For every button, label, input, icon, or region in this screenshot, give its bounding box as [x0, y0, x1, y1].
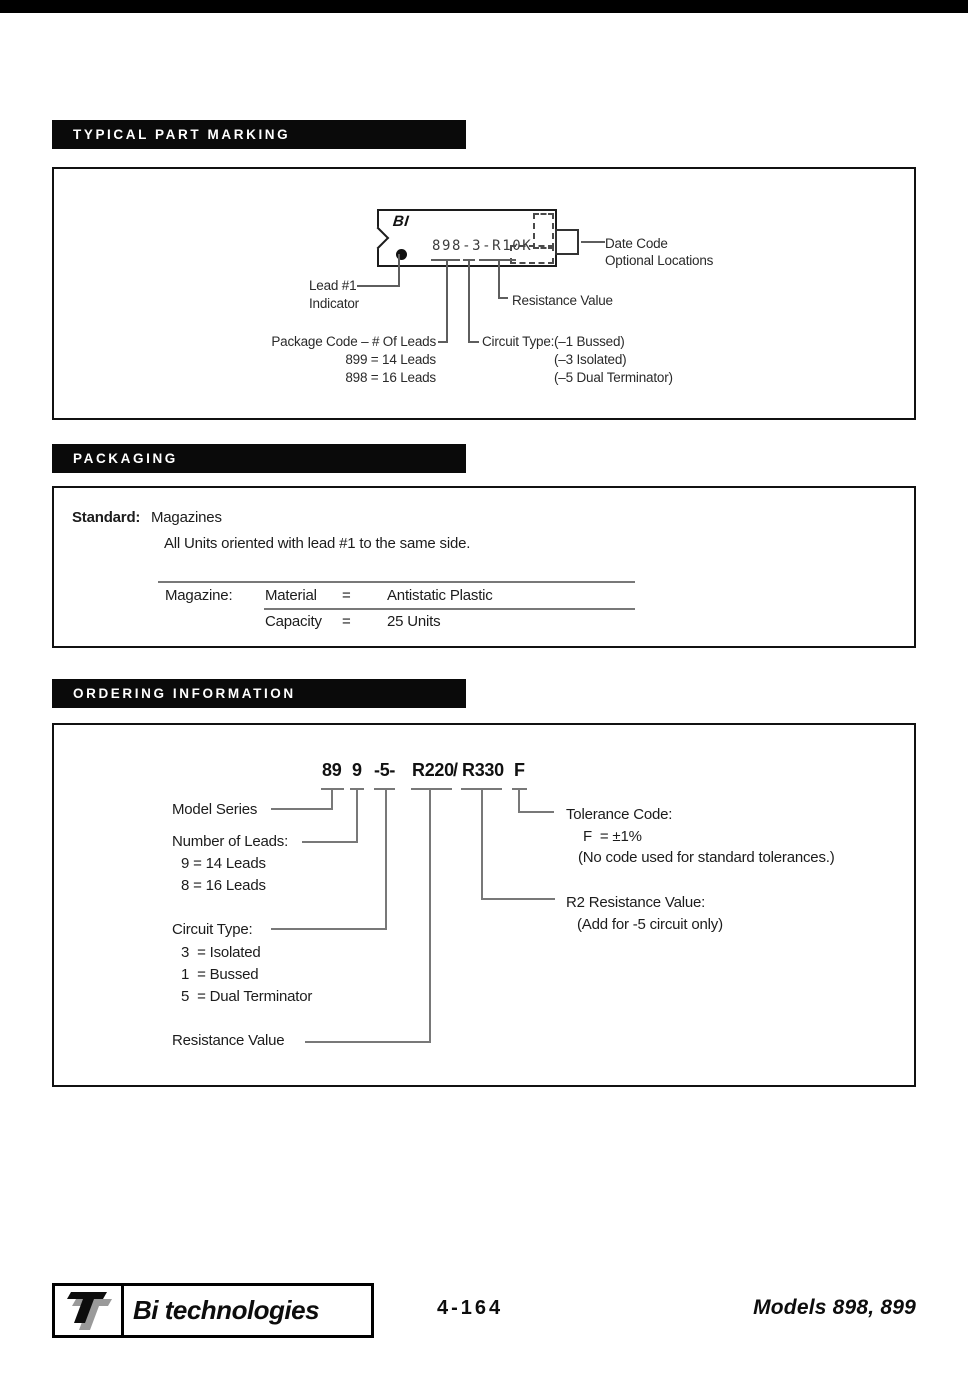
row1-eq: =	[342, 587, 351, 604]
circuit-opt-dual: 5 = Dual Terminator	[181, 988, 313, 1005]
pn-tolerance: F	[514, 760, 525, 780]
section-header-part-marking	[52, 120, 466, 149]
bi-logo-mark	[59, 1288, 119, 1334]
bi-logo-chip: BI	[392, 213, 410, 230]
standard-label: Standard:	[72, 509, 141, 526]
resistance-label: Resistance Value	[512, 293, 613, 308]
conn-r2-v	[481, 788, 483, 900]
conn-r1-h	[305, 1041, 431, 1043]
conn-tol-v	[518, 788, 520, 813]
row2-value: 25 Units	[387, 613, 441, 630]
packaging-box	[52, 486, 916, 648]
circuit-value-dual: (–5 Dual Terminator)	[554, 370, 673, 385]
conn-r2-h	[481, 898, 555, 900]
conn-leads-v	[356, 788, 358, 843]
chip-marking-text: 898-3-R10K	[432, 238, 533, 254]
underline-3	[463, 259, 475, 261]
num-leads-opt1: 9 = 14 Leads	[181, 855, 266, 872]
conn-model-h	[271, 808, 333, 810]
pn-circuit: -5-	[374, 760, 396, 780]
connector-lead1-h	[357, 285, 400, 287]
table-rule-mid	[264, 608, 635, 610]
num-leads-label: Number of Leads:	[172, 833, 289, 850]
circuit-type-label: Circuit Type:	[482, 334, 555, 349]
conn-model-v	[331, 788, 333, 810]
circuit-type-label: Circuit Type:	[172, 921, 253, 938]
circuit-opt-bussed: 1 = Bussed	[181, 966, 259, 983]
row2-eq: =	[342, 613, 351, 630]
lead1-label-line2: Indicator	[309, 296, 359, 311]
pn-leads: 9	[352, 760, 362, 780]
date-code-tab	[555, 229, 579, 255]
conn-circuit-h	[271, 928, 387, 930]
connector-circuit-corner	[468, 341, 479, 343]
magazine-row-label: Magazine:	[165, 587, 233, 604]
scan-edge-bar	[0, 0, 968, 13]
pn-r1: R220	[412, 760, 454, 780]
connector-resistance	[498, 259, 500, 299]
circuit-opt-isolated: 3 = Isolated	[181, 944, 261, 961]
table-rule-top	[158, 581, 635, 583]
connector-package-corner	[438, 341, 448, 343]
page-number: 4-164	[437, 1297, 504, 1319]
section-header-ordering	[52, 679, 466, 708]
standard-value: Magazines	[151, 509, 222, 526]
footer-divider	[121, 1286, 124, 1335]
circuit-value-bussed: (–1 Bussed)	[554, 334, 625, 349]
section-title: PACKAGING	[73, 451, 178, 466]
footer-logo-box	[52, 1283, 374, 1338]
num-leads-opt2: 8 = 16 Leads	[181, 877, 266, 894]
date-code-label-line2: Optional Locations	[605, 253, 714, 268]
brand-wordmark: Bi technologies	[133, 1295, 320, 1325]
date-code-dashed-box-vertical	[533, 213, 554, 249]
date-code-label-line1: Date Code	[605, 236, 668, 251]
underline-r10k	[479, 259, 516, 261]
circuit-value-isolated: (–3 Isolated)	[554, 352, 627, 367]
orientation-note: All Units oriented with lead #1 to the same side.	[164, 535, 471, 552]
row1-key: Material	[265, 587, 317, 604]
lead1-label-line1: Lead #1	[309, 278, 357, 293]
connector-package-code	[446, 259, 448, 341]
row2-key: Capacity	[265, 613, 322, 630]
section-title: TYPICAL PART MARKING	[73, 127, 291, 142]
conn-r1-v	[429, 788, 431, 1043]
conn-leads-h	[302, 841, 358, 843]
connector-lead1-v	[398, 254, 400, 287]
connector-date-code	[581, 241, 605, 243]
tolerance-label: Tolerance Code:	[566, 806, 673, 823]
connector-circuit-type	[468, 259, 470, 341]
r2-label: R2 Resistance Value:	[566, 894, 706, 911]
row1-value: Antistatic Plastic	[387, 587, 493, 604]
pn-model: 89	[322, 760, 342, 780]
pn-r2: R330	[462, 760, 504, 780]
resistance-value-label: Resistance Value	[172, 1032, 285, 1049]
r2-note: (Add for -5 circuit only)	[577, 916, 723, 933]
section-title: ORDERING INFORMATION	[73, 686, 296, 701]
package-code-899: 899 = 14 Leads	[345, 352, 436, 367]
connector-resistance-corner	[498, 297, 508, 299]
ul-r1	[411, 788, 452, 790]
tolerance-note: (No code used for standard tolerances.)	[578, 849, 835, 866]
tolerance-f: F = ±1%	[583, 828, 642, 845]
package-code-label: Package Code – # Of Leads	[271, 334, 436, 349]
underline-898	[431, 259, 460, 261]
part-marking-box	[52, 167, 916, 420]
conn-circuit-v	[385, 788, 387, 930]
models-title: Models 898, 899	[753, 1296, 916, 1319]
lead-notch	[367, 227, 390, 250]
date-code-dashed-box-horizontal	[510, 245, 554, 264]
pn-slash: /	[453, 760, 458, 780]
package-code-898: 898 = 16 Leads	[345, 370, 436, 385]
conn-tol-h	[518, 811, 554, 813]
model-series-label: Model Series	[172, 801, 258, 818]
section-header-packaging	[52, 444, 466, 473]
